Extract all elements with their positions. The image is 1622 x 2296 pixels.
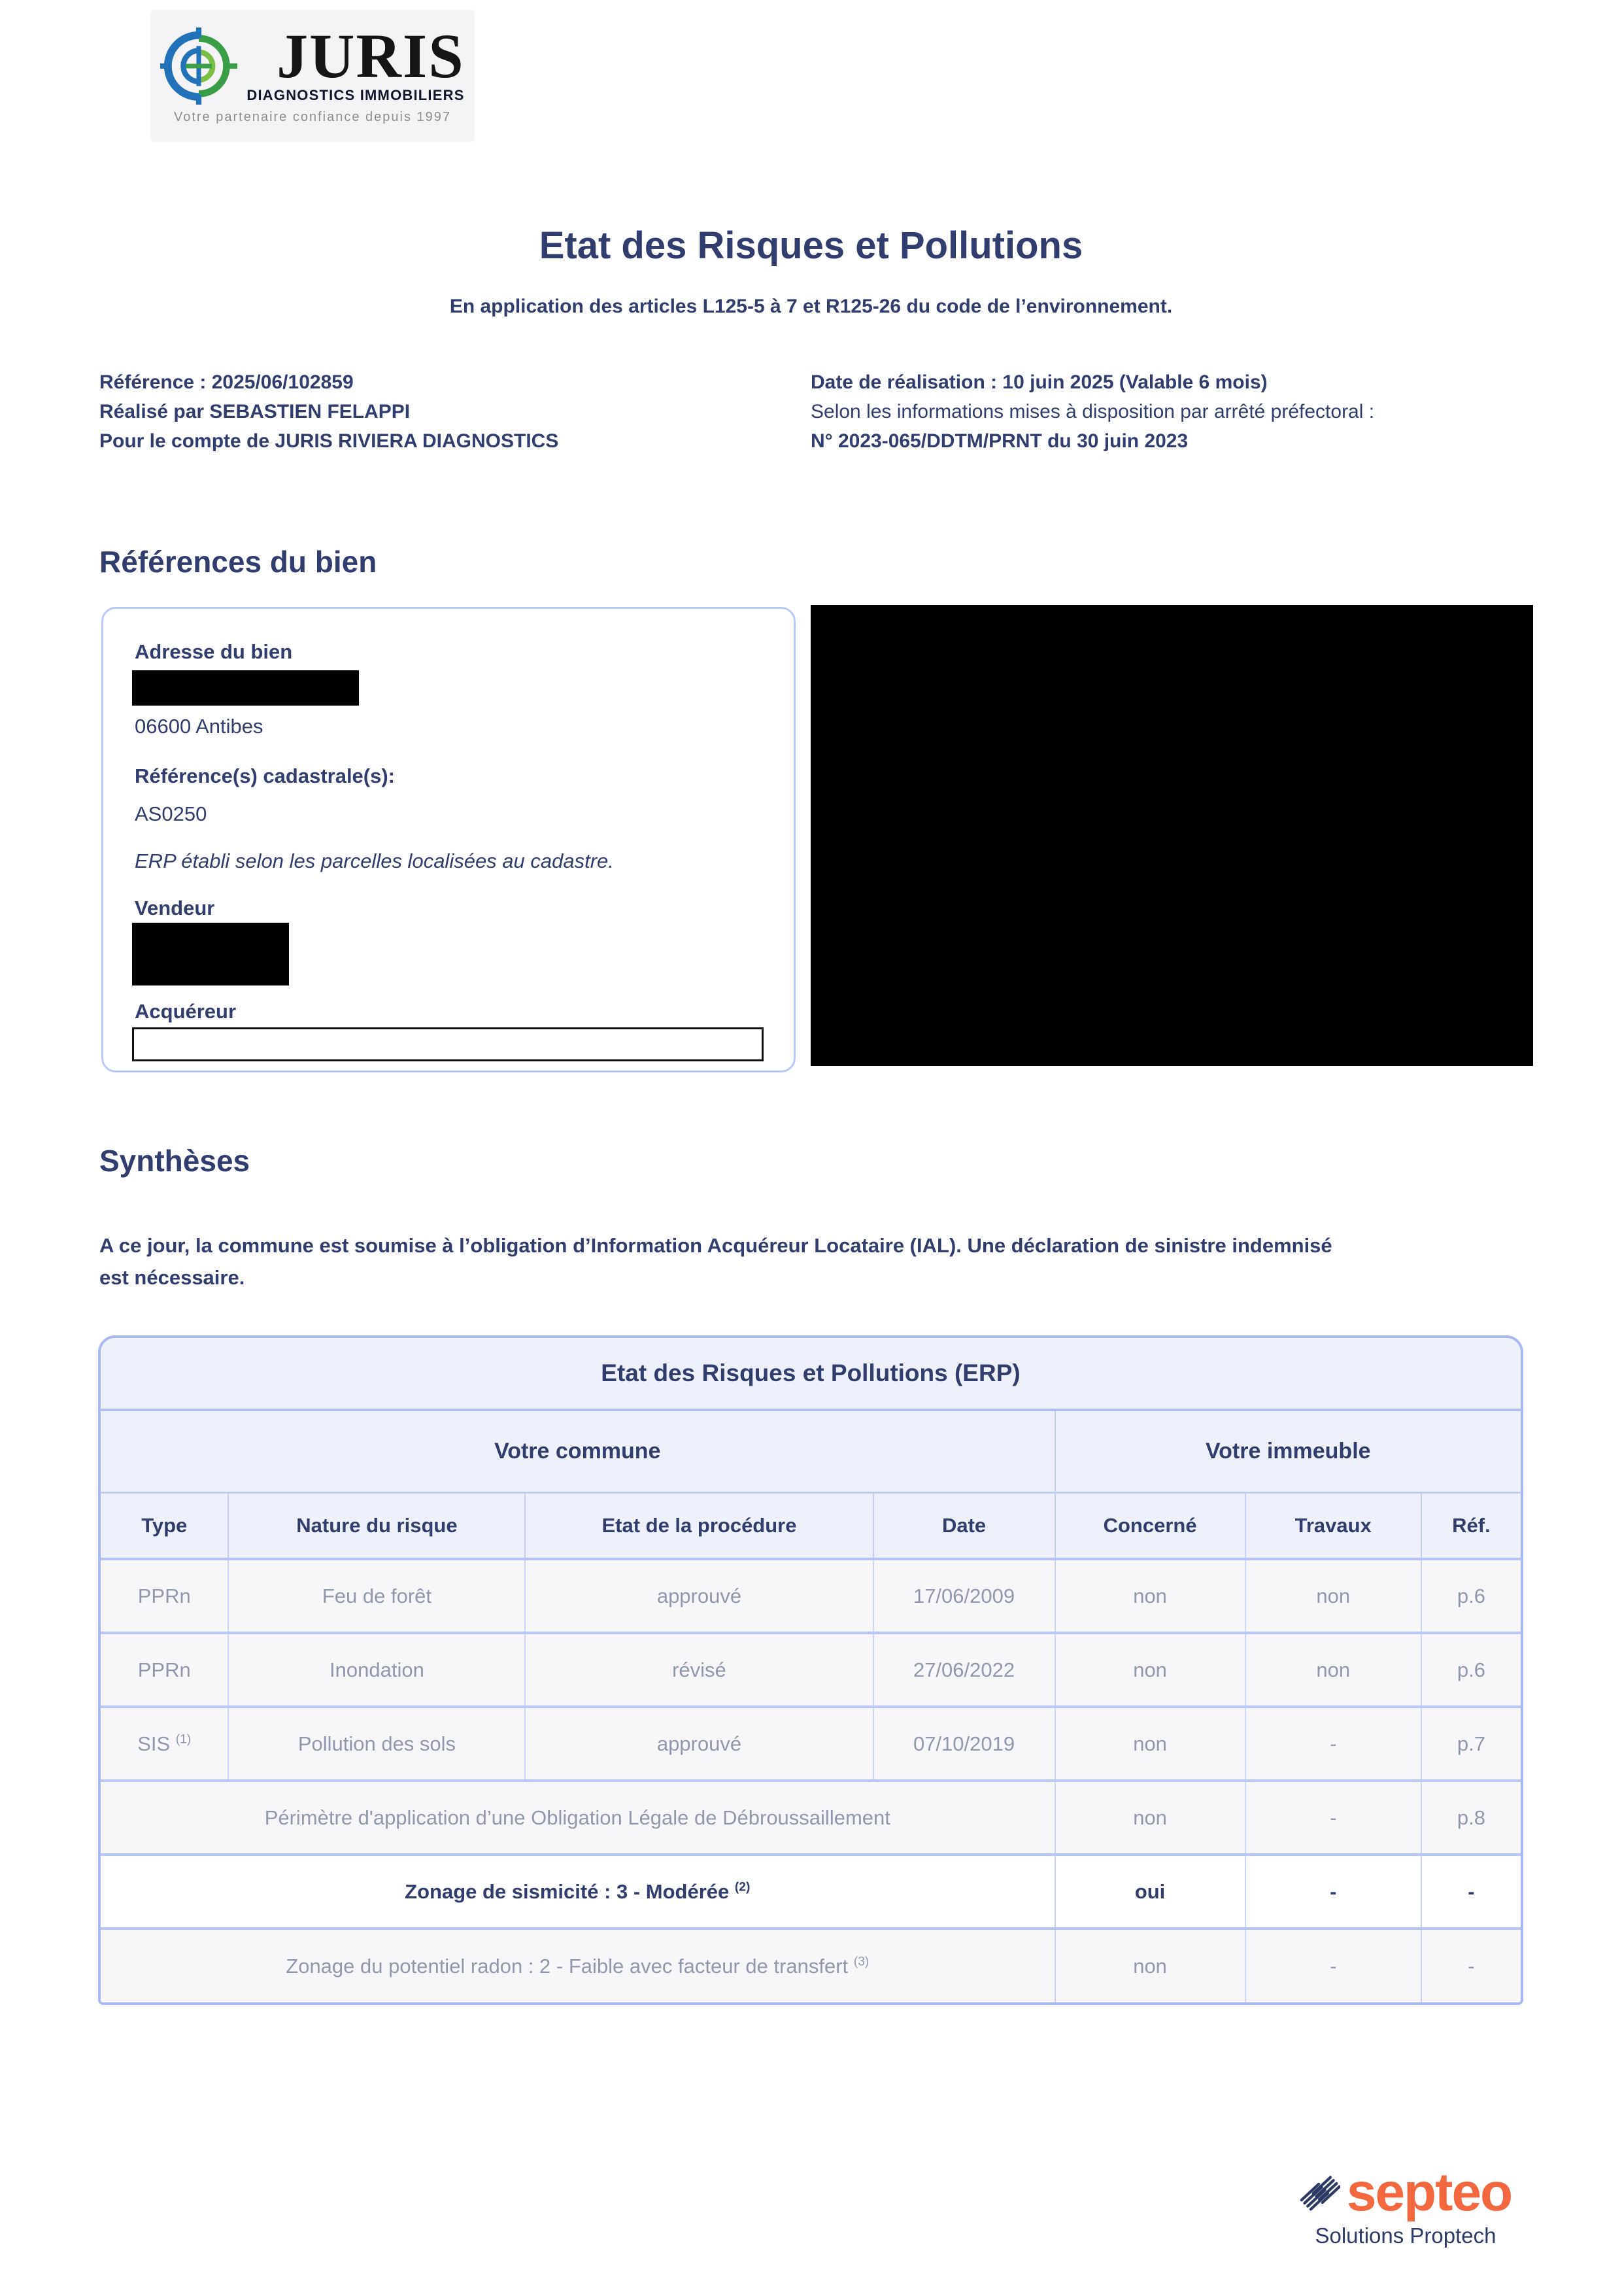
address-city: 06600 Antibes bbox=[135, 715, 263, 738]
footnote-marker: (2) bbox=[734, 1880, 751, 1894]
cadastral-label: Référence(s) cadastrale(s): bbox=[135, 764, 396, 787]
cell-merged-label: Zonage du potentiel radon : 2 - Faible avec facteur de transfert $^{(3)}$ bbox=[101, 1928, 1055, 2002]
table-row bbox=[101, 1559, 1521, 1633]
section-heading-syntheses: Synthèses bbox=[99, 1144, 250, 1178]
cell-concerne: non bbox=[1055, 1707, 1245, 1781]
cell-nature: Inondation bbox=[228, 1633, 525, 1707]
redacted-map-image bbox=[811, 605, 1533, 1066]
redacted-vendor bbox=[132, 923, 289, 985]
cell-procedure: approuvé bbox=[525, 1559, 873, 1633]
document-title: Etat des Risques et Pollutions bbox=[539, 224, 1083, 267]
buyer-input-field[interactable] bbox=[132, 1027, 764, 1061]
cell-type: PPRn bbox=[101, 1559, 228, 1633]
juris-logo bbox=[150, 10, 475, 142]
cell-concerne: non bbox=[1055, 1633, 1245, 1707]
meta-date: Date de réalisation : 10 juin 2025 (Valable 6 mois) bbox=[811, 371, 1268, 393]
footnote-marker: (1) bbox=[175, 1732, 192, 1747]
col-header-ref: Réf. bbox=[1421, 1492, 1521, 1559]
document-subtitle: En application des articles L125-5 à 7 et R125-26 du code de l’environnement. bbox=[449, 296, 1173, 317]
juris-logo-tagline: Votre partenaire confiance depuis 1997 bbox=[173, 109, 452, 124]
cell-nature: Feu de forêt bbox=[228, 1559, 525, 1633]
meta-prefectoral-note: Selon les informations mises à disposition par arrêté préfectoral : bbox=[811, 401, 1375, 422]
cell-travaux: non bbox=[1245, 1559, 1421, 1633]
report-meta-left bbox=[99, 368, 792, 456]
erp-group-header-row bbox=[101, 1410, 1521, 1492]
cell-nature: Pollution des sols bbox=[228, 1707, 525, 1781]
col-header-nature: Nature du risque bbox=[228, 1492, 525, 1559]
cell-concerne: oui bbox=[1055, 1855, 1245, 1928]
col-header-concerne: Concerné bbox=[1055, 1492, 1245, 1559]
table-row bbox=[101, 1633, 1521, 1707]
cell-procedure: approuvé bbox=[525, 1707, 873, 1781]
cadastral-value: AS0250 bbox=[135, 802, 207, 825]
table-row-radon bbox=[101, 1928, 1521, 2002]
cadastre-note: ERP établi selon les parcelles localisées au cadastre. bbox=[135, 849, 614, 872]
meta-company: Pour le compte de JURIS RIVIERA DIAGNOSTICS bbox=[99, 430, 559, 452]
col-header-type: Type bbox=[101, 1492, 228, 1559]
group-header-commune: Votre commune bbox=[101, 1410, 1055, 1492]
cell-ref: p.6 bbox=[1421, 1633, 1521, 1707]
cell-concerne: non bbox=[1055, 1928, 1245, 2002]
cell-ref: p.8 bbox=[1421, 1781, 1521, 1855]
property-card bbox=[101, 607, 796, 1072]
septeo-wordmark: septeo bbox=[1346, 2163, 1512, 2222]
juris-compass-icon bbox=[160, 27, 237, 105]
cell-travaux: - bbox=[1245, 1781, 1421, 1855]
footnote-marker: (3) bbox=[853, 1955, 870, 1969]
address-label: Adresse du bien bbox=[135, 640, 293, 663]
cell-date: 27/06/2022 bbox=[873, 1633, 1055, 1707]
table-row bbox=[101, 1781, 1521, 1855]
table-row-seismicity bbox=[101, 1855, 1521, 1928]
cell-merged-label: Zonage de sismicité : 3 - Modérée $^{(2)}$ bbox=[101, 1855, 1055, 1928]
meta-author: Réalisé par SEBASTIEN FELAPPI bbox=[99, 401, 411, 422]
erp-column-header-row bbox=[101, 1492, 1521, 1559]
cell-ref: - bbox=[1421, 1855, 1521, 1928]
erp-title-row bbox=[101, 1338, 1521, 1410]
septeo-icon bbox=[1300, 2171, 1340, 2214]
meta-prefectoral-number: N° 2023-065/DDTM/PRNT du 30 juin 2023 bbox=[811, 430, 1189, 452]
septeo-tagline: Solutions Proptech bbox=[1315, 2223, 1496, 2248]
cell-concerne: non bbox=[1055, 1781, 1245, 1855]
cell-merged-label: Périmètre d'application d’une Obligation Légale de Débroussaillement bbox=[101, 1781, 1055, 1855]
cell-ref: p.6 bbox=[1421, 1559, 1521, 1633]
cell-procedure: révisé bbox=[525, 1633, 873, 1707]
redacted-address bbox=[132, 670, 359, 706]
buyer-label: Acquéreur bbox=[135, 1000, 237, 1023]
vendor-label: Vendeur bbox=[135, 897, 215, 919]
cell-concerne: non bbox=[1055, 1559, 1245, 1633]
col-header-travaux: Travaux bbox=[1245, 1492, 1421, 1559]
juris-wordmark: JURIS bbox=[277, 21, 465, 92]
col-header-procedure: Etat de la procédure bbox=[525, 1492, 873, 1559]
juris-logo-subtitle: DIAGNOSTICS IMMOBILIERS bbox=[246, 86, 465, 103]
report-meta-right bbox=[811, 368, 1543, 456]
cell-travaux: - bbox=[1245, 1855, 1421, 1928]
cell-travaux: - bbox=[1245, 1707, 1421, 1781]
cell-ref: - bbox=[1421, 1928, 1521, 2002]
cell-ref: p.7 bbox=[1421, 1707, 1521, 1781]
cell-type: PPRn bbox=[101, 1633, 228, 1707]
septeo-footer bbox=[1298, 2163, 1513, 2248]
group-header-immeuble: Votre immeuble bbox=[1055, 1410, 1521, 1492]
col-header-date: Date bbox=[873, 1492, 1055, 1559]
erp-title: Etat des Risques et Pollutions (ERP) bbox=[101, 1338, 1521, 1410]
table-row bbox=[101, 1707, 1521, 1781]
cell-date: 07/10/2019 bbox=[873, 1707, 1055, 1781]
erp-table bbox=[98, 1335, 1523, 2005]
cell-type: SIS $^{(1)}$ bbox=[101, 1707, 228, 1781]
cell-travaux: non bbox=[1245, 1633, 1421, 1707]
meta-reference: Référence : 2025/06/102859 bbox=[99, 371, 354, 393]
section-heading-references: Références du bien bbox=[99, 545, 377, 579]
cell-date: 17/06/2009 bbox=[873, 1559, 1055, 1633]
cell-travaux: - bbox=[1245, 1928, 1421, 2002]
syntheses-paragraph: A ce jour, la commune est soumise à l’obligation d’Information Acquéreur Locataire (IAL). Une déclaration de sinistre indemnisé est nécessaire. bbox=[99, 1234, 1332, 1289]
